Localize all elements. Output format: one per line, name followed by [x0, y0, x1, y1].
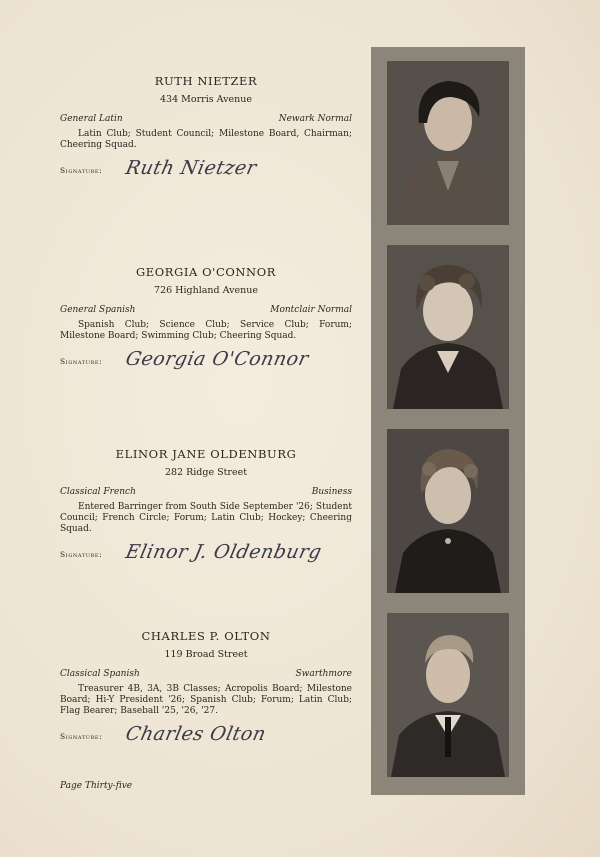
course: General Spanish	[60, 305, 136, 315]
destination: Newark Normal	[278, 114, 352, 124]
portrait-photo	[387, 61, 509, 225]
signature-row	[60, 541, 352, 563]
course: Classical Spanish	[60, 669, 140, 679]
destination: Montclair Normal	[270, 305, 352, 315]
student-name: GEORGIA O'CONNOR	[136, 265, 276, 279]
senior-entry	[60, 447, 352, 563]
course-row	[60, 487, 352, 498]
handwritten-signature: Ruth Nietzer	[123, 157, 259, 179]
activities: Entered Barringer from South Side September '26; Student Council; French Circle; Forum; Latin Club; Hockey; Cheering Squad.	[60, 502, 352, 534]
photo-strip	[371, 47, 525, 795]
portrait-photo	[387, 245, 509, 409]
course: General Latin	[60, 114, 123, 124]
signature-row	[60, 157, 352, 179]
destination: Swarthmore	[295, 669, 352, 679]
course-row	[60, 669, 352, 680]
signature-label: Signature:	[60, 550, 103, 559]
senior-entry	[60, 74, 352, 179]
handwritten-signature: Georgia O'Connor	[123, 348, 311, 370]
activities: Latin Club; Student Council; Milestone Board, Chairman; Cheering Squad.	[60, 129, 352, 150]
portrait-photo	[387, 429, 509, 593]
activities: Spanish Club; Science Club; Service Club; Forum; Milestone Board; Swimming Club; Cheering Squad.	[60, 320, 352, 341]
student-name: RUTH NIETZER	[154, 74, 258, 88]
page-number: Page Thirty-five	[60, 781, 133, 791]
handwritten-signature: Elinor J. Oldenburg	[123, 541, 324, 563]
signature-row	[60, 723, 352, 745]
student-address: 434 Morris Avenue	[160, 94, 252, 105]
course-row	[60, 114, 352, 125]
handwritten-signature: Charles Olton	[123, 723, 269, 745]
signature-row	[60, 348, 352, 370]
student-address: 726 Highland Avenue	[154, 285, 258, 296]
senior-entry	[60, 629, 352, 745]
signature-label: Signature:	[60, 357, 103, 366]
destination: Business	[311, 487, 352, 497]
student-address: 282 Ridge Street	[164, 467, 248, 478]
student-address: 119 Broad Street	[164, 649, 248, 660]
student-name: CHARLES P. OLTON	[141, 629, 271, 643]
senior-entry	[60, 265, 352, 370]
activities: Treasurer 4B, 3A, 3B Classes; Acropolis Board; Milestone Board; Hi-Y President '26; Spanish Club; Forum; Latin Club; Flag Bearer; Baseball '25, '26, '27.	[60, 684, 352, 716]
signature-label: Signature:	[60, 732, 103, 741]
course-row	[60, 305, 352, 316]
student-name: ELINOR JANE OLDENBURG	[115, 447, 297, 461]
signature-label: Signature:	[60, 166, 103, 175]
course: Classical French	[60, 487, 136, 497]
portrait-photo	[387, 613, 509, 777]
